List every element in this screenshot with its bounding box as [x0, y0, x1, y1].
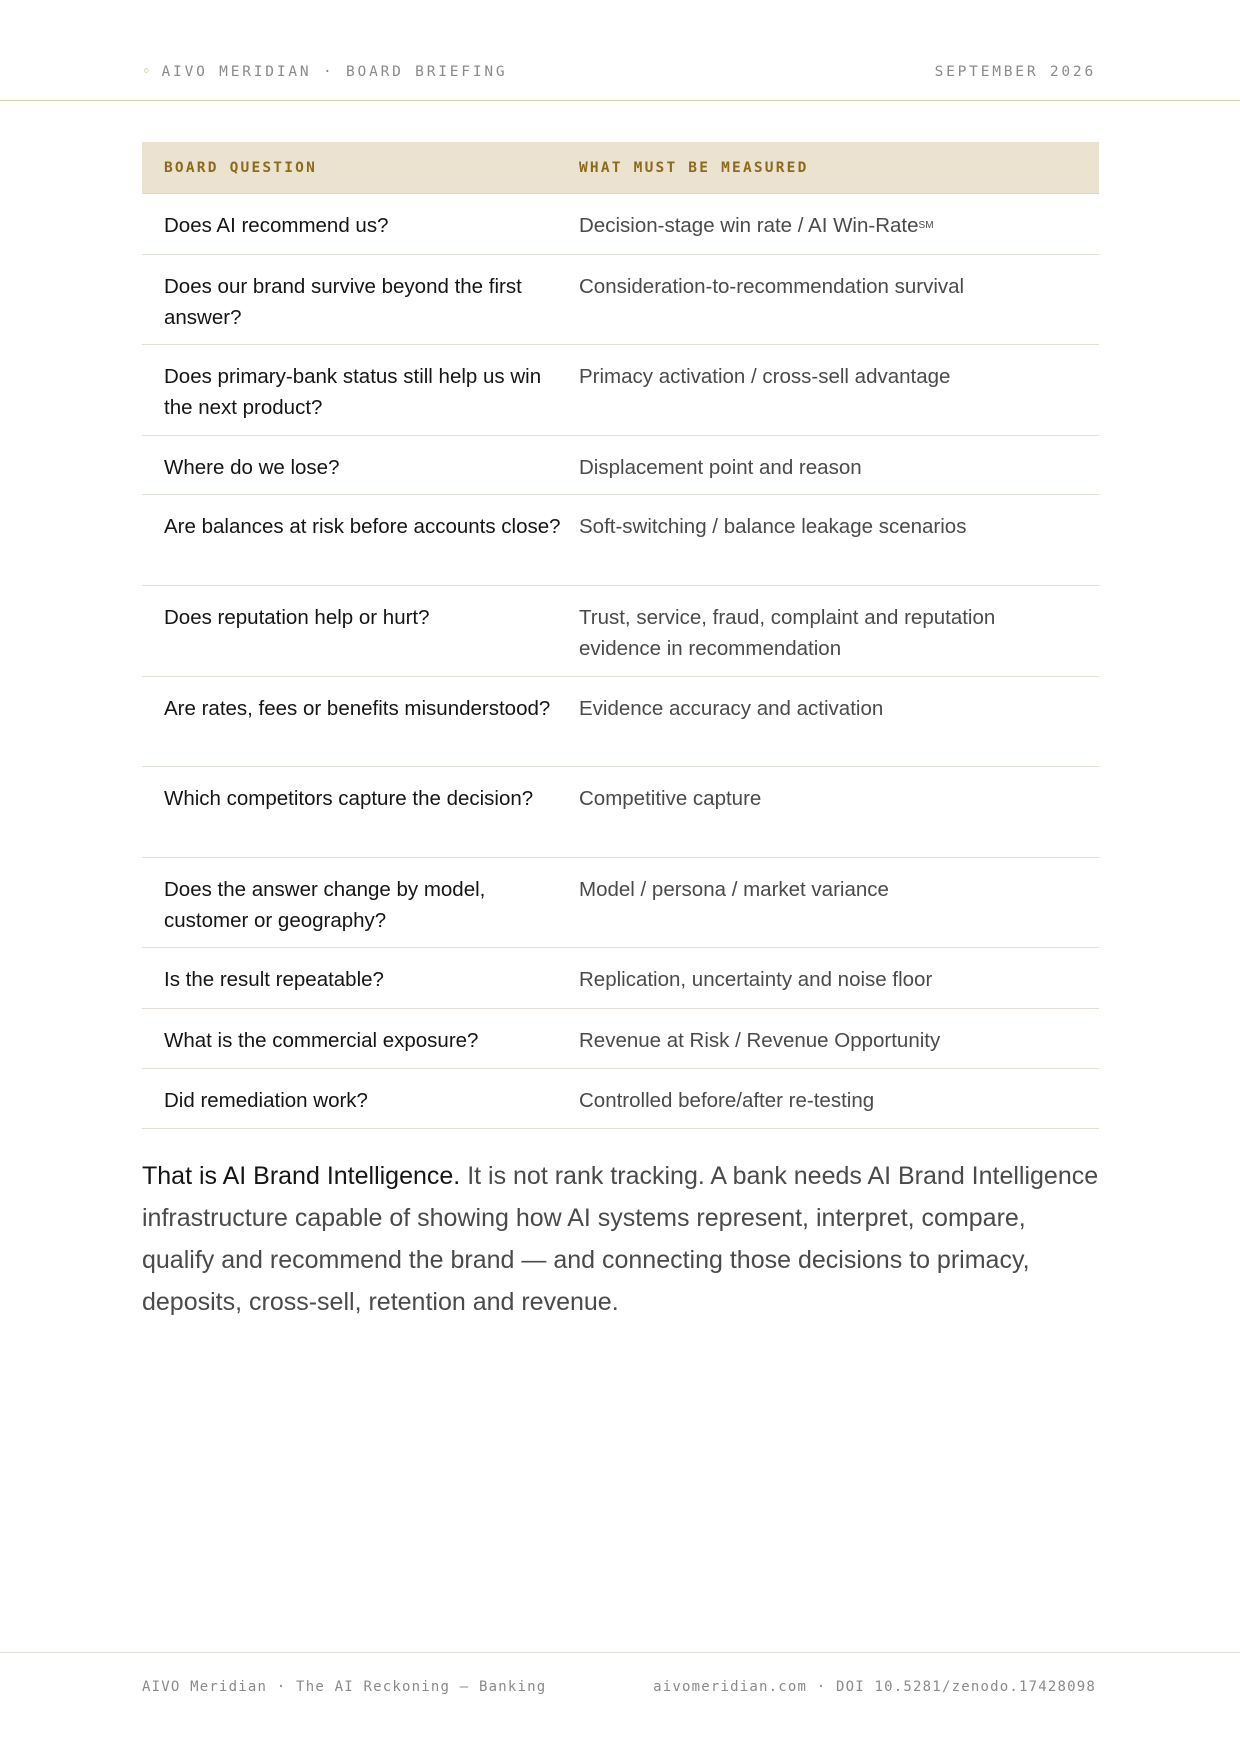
page-header [0, 0, 1240, 101]
row-measure-text: Controlled before/after re-testing [579, 1089, 875, 1112]
row-measure [579, 1085, 1099, 1128]
header-brand-text: AIVO MERIDIAN · BOARD BRIEFING [161, 64, 508, 80]
row-question: Are rates, fees or benefits misunderstood? [164, 697, 551, 720]
row-question: Does primary-bank status still help us win the next product? [164, 365, 542, 419]
row-question: Are balances at risk before accounts close? [164, 515, 561, 538]
table-row [142, 858, 1099, 948]
row-measure [579, 874, 1099, 947]
table-row [142, 1069, 1099, 1129]
footer-title: AIVO Meridian · The AI Reckoning — Banking [142, 1679, 547, 1695]
row-measure-text: Competitive capture [579, 787, 762, 810]
row-measure [579, 693, 1099, 766]
footer-doi: aivomeridian.com · DOI 10.5281/zenodo.17428098 [653, 1679, 1096, 1695]
closing-paragraph [142, 1155, 1102, 1323]
table-row [142, 767, 1099, 858]
closing-lead: That is AI Brand Intelligence. [142, 1162, 461, 1190]
bullet-icon: ◦ [142, 64, 154, 80]
row-question: Does our brand survive beyond the first answer? [164, 275, 522, 329]
row-measure-text: Soft-switching / balance leakage scenarios [579, 515, 967, 538]
row-measure-text: Trust, service, fraud, complaint and reputation evidence in recommendation [579, 606, 996, 660]
row-measure-text: Consideration-to-recommendation survival [579, 275, 965, 298]
row-question: Which competitors capture the decision? [164, 787, 534, 810]
row-measure [579, 271, 1099, 344]
table-row [142, 586, 1099, 677]
row-measure-text: Displacement point and reason [579, 456, 862, 479]
closing-body: It is not rank tracking. A bank needs AI Brand Intelligence infrastructure capable of showing how AI systems represent, interpret, compare, qualify and recommend the brand — and connecting those decisions to primacy, deposits, cross-sell, retention and revenue. [142, 1162, 1099, 1316]
row-measure-text: Replication, uncertainty and noise floor [579, 968, 933, 991]
table-header [142, 142, 1099, 194]
table-row [142, 677, 1099, 767]
page-footer [0, 1652, 1240, 1754]
row-measure-text: Evidence accuracy and activation [579, 697, 884, 720]
row-question: Where do we lose? [164, 456, 340, 479]
row-measure-text: Model / persona / market variance [579, 878, 889, 901]
row-measure [579, 964, 1099, 1008]
row-question: What is the commercial exposure? [164, 1029, 479, 1052]
row-measure-text: Revenue at Risk / Revenue Opportunity [579, 1029, 941, 1052]
row-measure [579, 210, 1099, 254]
service-mark: SM [918, 220, 934, 231]
row-measure [579, 783, 1099, 857]
header-brand [142, 64, 507, 80]
header-date: SEPTEMBER 2026 [934, 64, 1096, 80]
row-question: Does AI recommend us? [164, 214, 389, 237]
row-measure [579, 1025, 1099, 1068]
column-header-question: BOARD QUESTION [164, 159, 318, 176]
table-body [142, 194, 1099, 1129]
table-row [142, 436, 1099, 495]
row-measure [579, 361, 1099, 435]
row-question: Does reputation help or hurt? [164, 606, 430, 629]
board-questions-table [142, 142, 1099, 1129]
row-measure [579, 511, 1099, 585]
table-row [142, 194, 1099, 255]
row-measure [579, 452, 1099, 494]
table-row [142, 345, 1099, 436]
row-measure-text: Primacy activation / cross-sell advantage [579, 365, 951, 388]
row-measure-text: Decision-stage win rate / AI Win-Rate [579, 214, 919, 237]
table-row [142, 255, 1099, 345]
table-row [142, 948, 1099, 1009]
row-question: Does the answer change by model, customer or geography? [164, 878, 486, 932]
row-question: Is the result repeatable? [164, 968, 384, 991]
table-row [142, 1009, 1099, 1069]
table-row [142, 495, 1099, 586]
row-question: Did remediation work? [164, 1089, 368, 1112]
column-header-measure: WHAT MUST BE MEASURED [579, 159, 809, 176]
row-measure [579, 602, 1099, 676]
